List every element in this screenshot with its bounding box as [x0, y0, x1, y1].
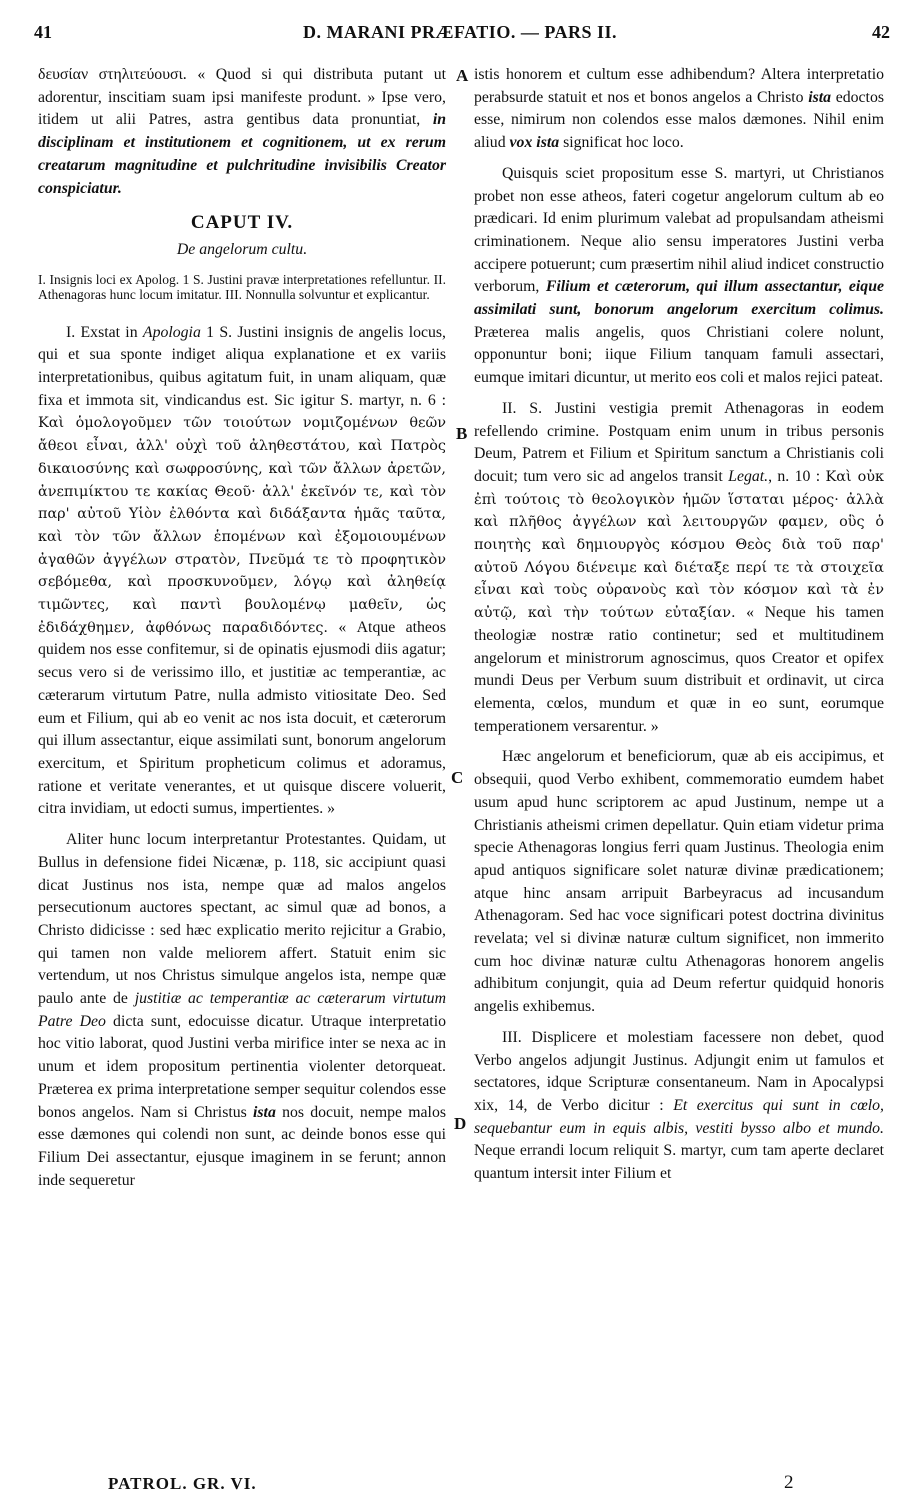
- margin-letter-c: C: [451, 768, 464, 787]
- page-number-right: 42: [872, 22, 890, 42]
- right-column: [474, 64, 884, 1186]
- paragraph-continued: istis honorem et cultum esse adhibendum? Altera interpretatio perabsurde statuit et nos et bonos angelos a Christo ista edoctos esse, nimirum non colendos esse malos dæmones. Nihil enim aliud vox ista significat hoc loco.: [474, 66, 884, 152]
- chapter-title: CAPUT IV.: [190, 212, 294, 234]
- footer-signature: PATROL. GR. VI.: [108, 1474, 257, 1493]
- greek-quotation: Καὶ ὁμολογοῦμεν τῶν τοιούτων νομιζομένων θεῶν ἄθεοι εἶναι, ἀλλ' οὐχὶ τοῦ ἀληθεστάτου, καὶ Πατρὸς δικαιοσύνης καὶ σωφροσύνης, καὶ τῶν ἄλλων ἀρετῶν, ἀνεπιμίκτου τε κακίας Θεοῦ· ἀλλ' ἐκεῖνόν τε, καὶ τὸν παρ' αὐτοῦ Υἱὸν ἐλθόντα καὶ διδάξαντα ἡμᾶς ταῦτα, καὶ τὸν τῶν ἄλλων ἑπομένων καὶ ἐξομοιουμένων ἀγαθῶν ἀγγέλων στρατὸν, Πνεῦμά τε τὸ προφητικὸν σεβόμεθα, καὶ προσκυνοῦμεν, λόγῳ καὶ ἀληθείᾳ τιμῶντες, καὶ παντὶ βουλομένῳ μαθεῖν, ὡς ἐδιδάχθημεν, ἀφθόνως παραδιδόντες.: [38, 415, 446, 636]
- paragraph-haec: Hæc angelorum et beneficiorum, quæ ab eis accipimus, et obsequii, quod Verbo exhibent, commemoratio eumdem habet usum apud hunc scriptorem ac apud Justinum, nempe ut a Christianis atheismi crimen depellatur. Quin etiam videtur prima specie Athenagoras longius ferri quam Justinus. Theologia enim apud antiquos significare solet naturæ divinæ prædicationem; atque hinc ansam arripuit Barbeyracus ad incusandum Athenagoram. Sed hac voce significari potest doctrina divinitus revelata; vel si divinæ naturæ cultum significet, non immerito cum hoc divinæ naturæ cultu Athenagoras honorem angelis adhibitum conjungit, quia ad Deum refertur quidquid honoris angelis exhibemus.: [474, 748, 884, 1016]
- chapter-summary: I. Insignis loci ex Apolog. 1 S. Justini pravæ interpretationes refelluntur. II. Athenagoras hunc locum imitatur. III. Nonnulla solvuntur et explicantur.: [38, 271, 446, 302]
- margin-letter-a: A: [456, 66, 469, 85]
- opening-paragraph: δευσίαν στηλιτεύουσι. « Quod si qui distributa putant ut adorentur, inscitiam suam ipsi manifeste produnt. » Ipse vero, itidem ut alii Patres, astra gentibus data pronuntiat, in disciplinam et institutionem et cognitionem, ut ex rerum creatarum magnitudine et pulchritudine invisibilis Creator conspiciatur.: [38, 66, 446, 197]
- paragraph-athenagoras: II. S. Justini vestigia premit Athenagoras in eodem refellendo crimine. Postquam enim unum in tribus personis Deum, Patrem et Filium et Spiritum sanctum a Christianis coli docuit; tum vero sic ad angelos transit Legat., n. 10 : Καὶ οὐκ ἐπὶ τούτοις τὸ θεολογικὸν ἡμῶν ἵσταται μέρος· ἀλλὰ καὶ πλῆθος ἀγγέλων καὶ λειτουργῶν φαμεν, οὓς ὁ ποιητὴς καὶ δημιουργὸς κόσμου Θεὸς διὰ τοῦ παρ' αὐτοῦ Λόγου διένειμε καὶ διέταξε περί τε τὰ στοιχεῖα εἶναι καὶ τοὺς οὐρανοὺς καὶ τὸν κόσμον καὶ τὰ ἐν αὐτῷ, καὶ τὴν τούτων εὐταξίαν. « Neque his tamen theologiæ nostræ ratio continetur; sed et multitudinem angelorum et ministrorum agnoscimus, quos Creator et opifex mundi Deus per Verbum suum distribuit et ordinavit, ut circa elementa, cœlos, mundum et quæ in eo sunt, eorumque temperationem versarentur. »: [474, 399, 884, 735]
- page-header: [0, 22, 920, 52]
- margin-letter-b: B: [456, 424, 468, 443]
- chapter-subtitle: De angelorum cultu.: [176, 240, 308, 258]
- paragraph-1: I. Exstat in Apologia 1 S. Justini insignis de angelis locus, qui et sua sponte indiget aliqua explanatione et ex variis interpretationibus, quibus agitatum fuit, in unam aliquam, quæ fixa et immota sit, vindicandus est. Sic igitur S. martyr, n. 6 : Καὶ ὁμολογοῦμεν τῶν τοιούτων νομιζομένων θεῶν ἄθεοι εἶναι, ἀλλ' οὐχὶ τοῦ ἀληθεστάτου, καὶ Πατρὸς δικαιοσύνης καὶ σωφροσύνης, καὶ τῶν ἄλλων ἀρετῶν, ἀνεπιμίκτου τε κακίας Θεοῦ· ἀλλ' ἐκεῖνόν τε, καὶ τὸν παρ' αὐτοῦ Υἱὸν ἐλθόντα καὶ διδάξαντα ἡμᾶς ταῦτα, καὶ τὸν τῶν ἄλλων ἑπομένων καὶ ἐξομοιουμένων ἀγαθῶν ἀγγέλων στρατὸν, Πνεῦμά τε τὸ προφητικὸν σεβόμεθα, καὶ προσκυνοῦμεν, λόγῳ καὶ ἀληθείᾳ τιμῶντες, καὶ παντὶ βουλομένῳ μαθεῖν, ὡς ἐδιδάχθημεν, ἀφθόνως παραδιδόντες. « Atque atheos quidem nos esse confitemur, si de opinatis ejusmodi diis agatur; secus vero si de verissimo illo, et justitiæ ac temperantiæ, ac cæterarum virtutum Patre, nulla admisto vitiositate Deo. Sed eum et Filium, qui ab eo venit ac nos ista docuit, et cæterorum qui illum assectantur, eique assimilati sunt, bonorum angelorum exercitum, et Spiritum propheticum colimus et adoramus, ratione et veritate venerantes, et ut quisque discere voluerit, citra invidiam, ut edocti sumus, impertientes. »: [38, 323, 446, 818]
- paragraph-quisquis: Quisquis sciet propositum esse S. martyri, ut Christianos probet non esse atheos, fateri cogetur angelorum cultum ab eo prædicari. Id enim plurimum valebat ad propulsandam atheismi criminationem. Neque alio sensu imperatores Justini verba accipere potuerunt; cum præsertim nihil aliud indicet constructio verborum, Filium et cæterorum, qui illum assectantur, eique assimilati sunt, bonorum angelorum exercitum colimus. Præterea malis angelis, quos Christiani colere nolunt, opponuntur boni; iique Filium tanquam famuli assectari, eumque imitari dicuntur, ut merito eos coli et malos rejici pateat.: [474, 164, 884, 387]
- left-column: [38, 64, 446, 1192]
- running-title: D. MARANI PRÆFATIO. — PARS II.: [303, 22, 617, 42]
- greek-quotation-athenagoras: Καὶ οὐκ ἐπὶ τούτοις τὸ θεολογικὸν ἡμῶν ἵσταται μέρος· ἀλλὰ καὶ πλῆθος ἀγγέλων καὶ λειτουργῶν φαμεν, οὓς ὁ ποιητὴς καὶ δημιουργὸς κόσμου Θεὸς διὰ τοῦ παρ' αὐτοῦ Λόγου διένειμε καὶ διέταξε περί τε τὰ στοιχεῖα εἶναι καὶ τοὺς οὐρανοὺς καὶ τὸν κόσμον καὶ τὰ ἐν αὐτῷ, καὶ τὴν τούτων εὐταξίαν.: [474, 468, 884, 622]
- paragraph-iii: III. Displicere et molestiam facessere non debet, quod Verbo angelos adjungit Justinus. Adjungit enim ut famulos et sectatores, idque Scripturæ consentaneum. Nam in Apocalypsi xix, 14, de Verbo dicitur : Et exercitus qui sunt in cœlo, sequebantur eum in equis albis, vestiti bysso albo et mundo. Neque errandi locum reliquit S. martyr, cum tam aperte declaret quantum intersit inter Filium et: [474, 1028, 885, 1183]
- footer-sheet-number: 2: [784, 1472, 794, 1493]
- page-number-left: 41: [34, 22, 52, 42]
- paragraph-2: Aliter hunc locum interpretantur Protestantes. Quidam, ut Bullus in defensione fidei Nicænæ, p. 118, sic accipiunt quasi dicat Justinus nos ista, nempe quæ ad malos angelos persecutionum auctores spectant, ac simul quæ ad bonos, a Christo didicisse : sed hæc explicatio merito rejicitur a Grabio, qui tamen non valde meliorem affert. Statuit enim sic vertendum, ut nos Christus simulque angelos ista, nempe quæ paulo ante de justitiæ ac temperantiæ ac cæterarum virtutum Patre Deo dicta sunt, edocuisse dicatur. Utraque interpretatio hoc vitio laborat, quod Justini verba mirifice inter se nexa ac in unum et idem propositum pertinentia violenter detorqueat. Præterea ex prima interpretatione semper sequitur colendos esse bonos angelos. Nam si Christus ista nos docuit, nempe malos esse dæmones qui colendi non sunt, ac deinde bonos esse qui Filium Dei assectantur, ejusque imaginem in se ferunt; annon inde sequeretur: [38, 831, 446, 1189]
- margin-letter-d: D: [454, 1114, 467, 1133]
